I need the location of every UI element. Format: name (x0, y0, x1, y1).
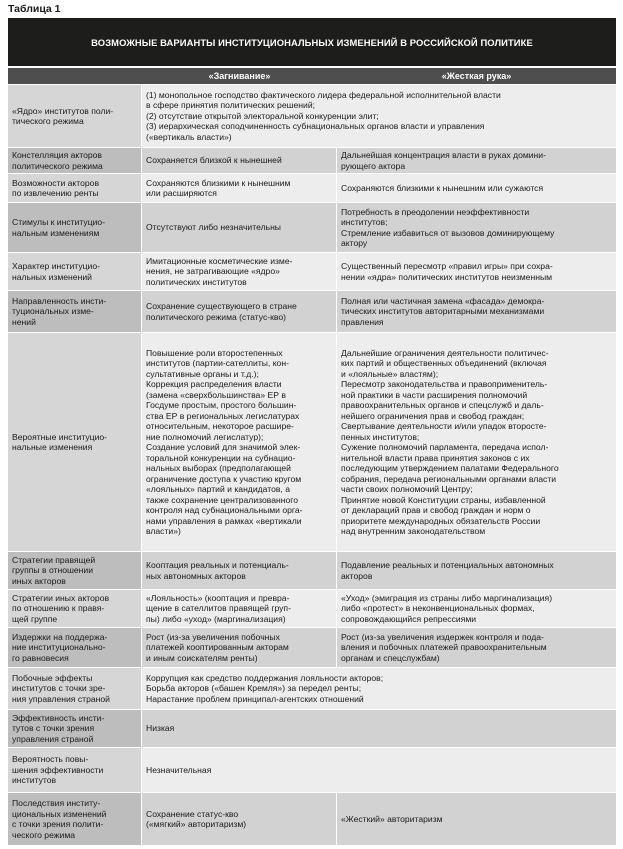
iron-hand-cell (337, 793, 616, 845)
iron-hand-cell (337, 333, 616, 551)
row-label (8, 793, 142, 845)
table-body (8, 85, 616, 846)
cell-line: Сохранение статус-кво (146, 808, 239, 819)
cell-line: Стратегии иных акторов (12, 592, 110, 603)
cell-line: Дальнейшие ограничения деятельности политичес- (341, 347, 549, 358)
cell-line: Незначительная (146, 764, 212, 775)
cell-line: Эффективность инсти- (12, 712, 105, 723)
iron-hand-cell (337, 628, 616, 667)
cell-line: пенных институтов; (341, 431, 420, 442)
cell-line: ной практики в части расширения полномочий (341, 389, 528, 400)
cell-line: Констелляция акторов (12, 150, 102, 160)
cell-line: (2) отсутствие открытой электоральной конкуренции элит; (146, 110, 379, 121)
cell-line: Издержки на поддержа- (12, 631, 108, 642)
cell-line: Последствия институ- (12, 798, 101, 808)
cell-line: «Лояльность» (кооптация и превра- (146, 592, 290, 603)
cell-line: Рост (из-за увеличения издержек контроля и пода- (341, 631, 544, 642)
cell-line: Борьба акторов («башен Кремля») за передел ренты; (146, 683, 362, 694)
cell-line: институтов (партии-сателлиты, кон- (146, 358, 289, 368)
cell-line: туциональных изме- (12, 306, 94, 317)
cell-line: Рост (из-за увеличения побочных (146, 631, 280, 642)
cell-line: правоохранительных органов и спецслужб и даль- (341, 400, 544, 410)
row-label (8, 748, 142, 792)
decay-cell (142, 291, 337, 332)
cell-line: ных автономных акторов (146, 570, 246, 581)
table-header-row (8, 68, 616, 85)
cell-line: актору (341, 238, 368, 248)
row-label (8, 590, 142, 627)
merged-cell (142, 668, 616, 709)
cell-line: институтов; (341, 217, 388, 227)
cell-line: тутов с точки зрения (12, 723, 95, 734)
cell-line: ние институционально- (12, 642, 106, 653)
cell-line: политического режима (статус-кво) (146, 311, 287, 322)
cell-line: Стремление избавиться от вызовов доминирующему (341, 227, 555, 238)
cell-line: органам и спецслужбам) (341, 652, 440, 663)
cell-line: Существенный пересмотр «правил игры» при сохра- (341, 261, 553, 271)
cell-line: Коррекция распределения власти (146, 379, 282, 389)
cell-line: Повышение роли второстепенных (146, 347, 283, 358)
cell-line: Кооптация реальных и потенциаль- (146, 560, 289, 570)
cell-line: Отсутствуют либо незначительны (146, 222, 281, 233)
table-row (8, 590, 616, 628)
table-row (8, 291, 616, 333)
cell-line: Нарастание проблем принципал-агентских отношений (146, 693, 364, 704)
iron-hand-cell (337, 291, 616, 332)
cell-line: и иным соискателям ренты) (146, 652, 258, 663)
cell-line: по извлечению ренты (12, 188, 99, 198)
iron-hand-cell (337, 203, 616, 252)
cell-line: нения, не затрагивающие «ядро» (146, 266, 280, 277)
row-label (8, 148, 142, 173)
cell-line: управления страной (12, 733, 94, 744)
cell-line: «Ядро» институтов поли- (12, 105, 114, 116)
cell-line: нами управления в рамках «вертикали (146, 515, 302, 526)
cell-line: Сохраняются близкими к нынешним (146, 177, 291, 188)
cell-line: («мягкий» авторитаризм) (146, 819, 247, 829)
cell-line: ких партий и общественных объединений (включая (341, 358, 547, 368)
cell-line: политического режима (12, 160, 103, 171)
cell-line: нальные изменения (12, 442, 93, 452)
decay-cell (142, 552, 337, 589)
cell-line: Полная или частичная замена «фасада» демокра- (341, 295, 545, 306)
table-row (8, 628, 616, 668)
cell-line: вления и побочных платежей правоохранительным (341, 642, 547, 653)
cell-line: последующим утверждением палатами Федерального (341, 463, 559, 473)
cell-line: части своих полномочий Центру; (341, 484, 473, 494)
cell-line: нительной власти права принятия законов с их (341, 452, 530, 463)
cell-line: Дальнейшая концентрация власти в руках домини- (341, 150, 546, 160)
table-row (8, 253, 616, 291)
cell-line: (1) монопольное господство фактического лидера федеральной исполнительной власти (146, 89, 501, 100)
table-caption: Таблица 1 (8, 3, 61, 15)
table-title: ВОЗМОЖНЫЕ ВАРИАНТЫ ИНСТИТУЦИОНАЛЬНЫХ ИЗМЕНЕНИЙ В РОССИЙСКОЙ ПОЛИТИКЕ (8, 18, 616, 68)
cell-line: нальных изменений (12, 271, 92, 282)
table-row (8, 552, 616, 590)
cell-line: ния управления страной (12, 693, 110, 704)
table-row (8, 710, 616, 748)
cell-line: ческого режима (12, 829, 76, 840)
table-row (8, 668, 616, 710)
cell-line: акторов (341, 570, 373, 581)
cell-line: с точки зрения полити- (12, 819, 104, 829)
cell-line: и «лояльные» властям); (341, 368, 439, 379)
cell-line: иных акторов (12, 575, 66, 586)
cell-line: Сужение полномочий парламента, передача испол- (341, 442, 549, 452)
cell-line: или расширяются (146, 188, 217, 198)
cell-line: Характер институцио- (12, 261, 100, 271)
cell-line: шения эффективности (12, 764, 104, 775)
cell-line: институтов (12, 775, 57, 786)
cell-line: ние полномочий легислатур); (146, 431, 264, 442)
cell-line: Вероятность повы- (12, 754, 89, 765)
decay-cell (142, 203, 337, 252)
header-cell-empty (8, 68, 142, 84)
cell-line: сопровождающийся репрессиями (341, 613, 477, 624)
cell-line: Стратегии правящей (12, 554, 96, 565)
cell-line: нении «ядра» политических институтов неизменным (341, 271, 553, 282)
cell-line: Принятие новой Конституции страны, избавленной (341, 494, 546, 505)
decay-cell (142, 148, 337, 173)
cell-line: ства ЕР в региональных легислатурах (146, 410, 300, 421)
cell-line: нальных выборах (предполагающей (146, 463, 291, 473)
cell-line: Сохраняется близкой к нынешней (146, 155, 282, 166)
cell-line: Побочные эффекты (12, 672, 93, 683)
header-iron-hand: «Жесткая рука» (441, 71, 512, 81)
decay-cell (142, 793, 337, 845)
cell-line: циональных изменений (12, 808, 107, 819)
decay-cell (142, 333, 337, 551)
cell-line: рующего актора (341, 160, 406, 171)
cell-line: торальной конкуренции на субнацио- (146, 452, 296, 463)
cell-line: щей группе (12, 613, 58, 624)
cell-line: политических институтов (146, 276, 247, 287)
cell-line: «лояльных» партий и кандидатов, а (146, 484, 290, 494)
row-label (8, 710, 142, 747)
cell-line: в сфере принятия политических решений; (146, 100, 316, 111)
cell-line: собрания, передача региональными органами власти (341, 473, 557, 484)
row-label (8, 85, 142, 147)
cell-line: контроля над субнациональными орга- (146, 505, 303, 515)
merged-cell (142, 85, 616, 147)
comparison-table (8, 18, 616, 846)
cell-line: Имитационные косметические изме- (146, 255, 293, 266)
cell-line: щение в сателлитов правящей груп- (146, 603, 291, 614)
row-label (8, 668, 142, 709)
cell-line: Низкая (146, 723, 175, 734)
cell-line: ограничение доступа к участию кругом (146, 473, 302, 484)
table-row (8, 148, 616, 174)
iron-hand-cell (337, 174, 616, 202)
cell-line: Свертывание деятельности и/или упадок второсте- (341, 421, 547, 431)
cell-line: Стимулы к институцио- (12, 217, 106, 227)
cell-line: по отношению к правя- (12, 603, 105, 614)
cell-line: Сохраняются близкими к нынешним или сужаются (341, 182, 544, 193)
cell-line: (замена «сверхбольшинства» ЕР в (146, 389, 286, 400)
cell-line: Направленность инсти- (12, 295, 107, 306)
table-row (8, 748, 616, 793)
cell-line: также сохранение централизованного (146, 494, 298, 505)
row-label (8, 253, 142, 290)
iron-hand-cell (337, 148, 616, 173)
cell-line: сультативные органы и т.д.); (146, 368, 259, 379)
cell-line: Подавление реальных и потенциальных автономных (341, 560, 554, 570)
cell-line: институтов с точки зре- (12, 683, 106, 694)
table-row (8, 203, 616, 253)
row-label (8, 174, 142, 202)
cell-line: («вертикаль власти») (146, 131, 232, 142)
decay-cell (142, 174, 337, 202)
table-row (8, 793, 616, 846)
cell-line: Возможности акторов (12, 177, 100, 188)
cell-line: платежей кооптированным акторам (146, 642, 289, 653)
cell-line: Потребность в преодолении неэффективности (341, 206, 530, 217)
merged-cell (142, 748, 616, 792)
decay-cell (142, 628, 337, 667)
row-label (8, 552, 142, 589)
cell-line: го равновесия (12, 652, 69, 663)
cell-line: «Уход» (эмиграция из страны либо маргинализация) (341, 592, 553, 603)
cell-line: Создание условий для значимой элек- (146, 442, 301, 452)
cell-line: Вероятные институцио- (12, 431, 108, 442)
cell-line: тических институтов авторитарными механизмами (341, 306, 545, 317)
row-label (8, 628, 142, 667)
row-label (8, 291, 142, 332)
cell-line: нальным изменениям (12, 227, 100, 238)
merged-cell (142, 710, 616, 747)
iron-hand-cell (337, 253, 616, 290)
header-decay: «Загнивание» (208, 71, 271, 81)
cell-line: приоритете международных обязательств России (341, 515, 541, 526)
cell-line: над внутренним законодательством (341, 526, 486, 536)
cell-line: группы в отношении (12, 565, 94, 576)
cell-line: тического режима (12, 116, 84, 126)
cell-line: Госдуме простым, простого большин- (146, 400, 297, 410)
decay-cell (142, 590, 337, 627)
cell-line: либо «протест» в неконвенциональных формах, (341, 603, 535, 614)
decay-cell (142, 253, 337, 290)
cell-line: нейшего ограничения прав и свобод граждан; (341, 410, 525, 421)
cell-line: пы) либо «уход» (маргинализация) (146, 613, 286, 624)
table-row (8, 85, 616, 148)
cell-line: «Жесткий» авторитаризм (341, 813, 443, 824)
row-label (8, 333, 142, 551)
cell-line: Коррупция как средство поддержания лояльности акторов; (146, 672, 384, 683)
cell-line: относительным, некоторое расшире- (146, 421, 294, 431)
cell-line: власти») (146, 526, 181, 536)
cell-line: от деклараций прав и свобод граждан и норм о (341, 505, 531, 515)
cell-line: (3) иерархическая соподчиненность субнациональных органов власти и управления (146, 121, 485, 132)
table-row (8, 174, 616, 203)
row-label (8, 203, 142, 252)
table-row (8, 333, 616, 552)
iron-hand-cell (337, 552, 616, 589)
cell-line: Пересмотр законодательства и правоприменитель- (341, 379, 548, 389)
cell-line: Сохранение существующего в стране (146, 301, 297, 311)
iron-hand-cell (337, 590, 616, 627)
cell-line: нений (12, 316, 36, 327)
cell-line: правления (341, 316, 384, 327)
